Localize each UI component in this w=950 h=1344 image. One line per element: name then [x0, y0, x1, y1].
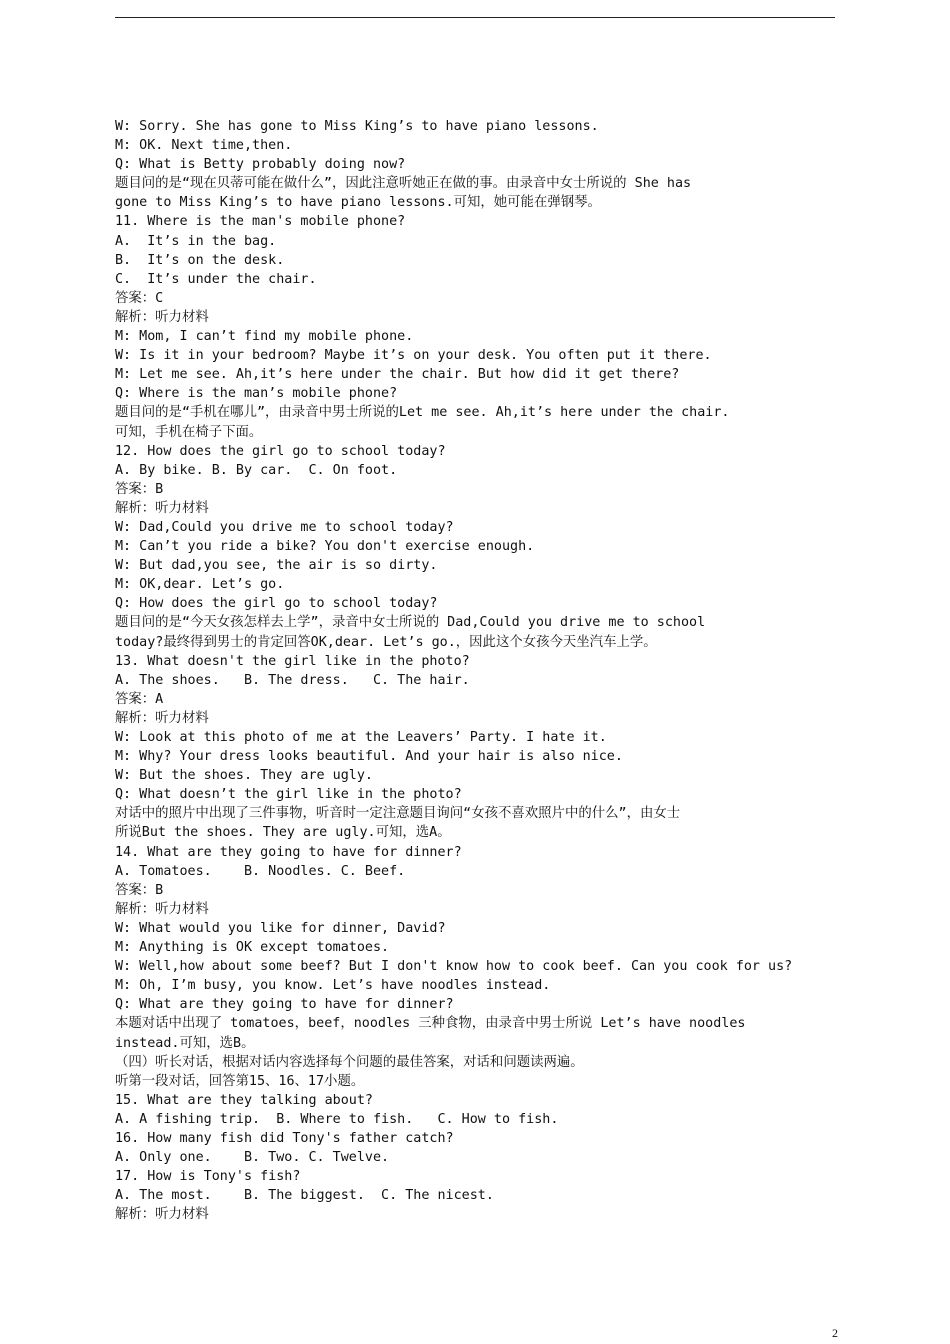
- text-line: W: Well,how about some beef? But I don't know how to cook beef. Can you cook for us?: [115, 959, 793, 975]
- text-line: 17. How is Tony's fish?: [115, 1169, 301, 1185]
- text-line: W: Is it in your bedroom? Maybe it’s on your desk. You often put it there.: [115, 348, 712, 364]
- text-line: M: Let me see. Ah,it’s here under the chair. But how did it get there?: [115, 367, 680, 383]
- text-line: 12. How does the girl go to school today?: [115, 443, 446, 459]
- text-line: A. Tomatoes. B. Noodles. C. Beef.: [115, 863, 406, 879]
- document-body: [115, 117, 837, 1224]
- text-line: 答案：A: [115, 691, 164, 707]
- text-line: Q: How does the girl go to school today?: [115, 596, 438, 612]
- text-line: 解析：听力材料: [115, 500, 209, 516]
- text-line: 答案：B: [115, 481, 164, 497]
- text-line: M: Oh, I’m busy, you know. Let’s have noodles instead.: [115, 978, 551, 994]
- text-line: 答案：C: [115, 290, 164, 306]
- text-line: 解析：听力材料: [115, 710, 209, 726]
- text-line: 解析：听力材料: [115, 309, 209, 325]
- text-line: Q: What are they going to have for dinner?: [115, 997, 454, 1013]
- text-line: 11. Where is the man's mobile phone?: [115, 214, 406, 230]
- text-line: A. It’s in the bag.: [115, 233, 277, 249]
- text-line: A. Only one. B. Two. C. Twelve.: [115, 1150, 390, 1166]
- text-line: 题目问的是“今天女孩怎样去上学”，录音中女士所说的 Dad,Could you drive me to school: [115, 615, 706, 631]
- text-line: W: Look at this photo of me at the Leavers’ Party. I hate it.: [115, 730, 607, 745]
- text-line: today?最终得到男士的肯定回答OK,dear. Let’s go.，因此这个女孩今天坐汽车上学。: [115, 634, 657, 650]
- header-rule: [115, 17, 835, 18]
- text-line: 解析：听力材料: [115, 901, 209, 917]
- text-line: Q: Where is the man’s mobile phone?: [115, 386, 398, 402]
- text-line: 16. How many fish did Tony's father catch?: [115, 1130, 454, 1146]
- text-line: 听第一段对话，回答第15、16、17小题。: [115, 1073, 365, 1089]
- text-line: instead.可知，选B。: [115, 1035, 255, 1051]
- text-line: M: OK,dear. Let’s go.: [115, 577, 285, 593]
- text-line: A. A fishing trip. B. Where to fish. C. How to fish.: [115, 1111, 559, 1127]
- text-line: W: What would you like for dinner, David?: [115, 920, 446, 936]
- text-line: 对话中的照片中出现了三件事物，听音时一定注意题目询问“女孩不喜欢照片中的什么”，由女士: [115, 806, 681, 822]
- text-line: C. It’s under the chair.: [115, 271, 317, 287]
- text-line: W: Dad,Could you drive me to school today?: [115, 519, 454, 535]
- text-line: M: Why? Your dress looks beautiful. And your hair is also nice.: [115, 749, 623, 765]
- text-line: 本题对话中出现了 tomatoes，beef，noodles 三种食物，由录音中男士所说 Let’s have noodles: [115, 1016, 746, 1032]
- text-line: 题目问的是“手机在哪儿”，由录音中男士所说的Let me see. Ah,it’s here under the chair.: [115, 405, 730, 421]
- text-line: 13. What doesn't the girl like in the photo?: [115, 653, 470, 669]
- text-line: A. By bike. B. By car. C. On foot.: [115, 462, 398, 478]
- text-line: W: But dad,you see, the air is so dirty.: [115, 558, 438, 574]
- text-line: 所说But the shoes. They are ugly.可知，选A。: [115, 825, 451, 841]
- text-line: B. It’s on the desk.: [115, 252, 285, 268]
- text-line: gone to Miss King’s to have piano lessons.可知，她可能在弹钢琴。: [115, 195, 601, 211]
- text-line: 可知，手机在椅子下面。: [115, 424, 263, 440]
- text-line: M: Can’t you ride a bike? You don't exercise enough.: [115, 539, 535, 555]
- text-line: M: Mom, I can’t find my mobile phone.: [115, 329, 414, 345]
- text-line: 解析：听力材料: [115, 1207, 209, 1223]
- text-line: M: OK. Next time,then.: [115, 138, 293, 154]
- text-line: Q: What is Betty probably doing now?: [115, 157, 406, 173]
- text-line: Q: What doesn’t the girl like in the photo?: [115, 787, 462, 803]
- text-line: M: Anything is OK except tomatoes.: [115, 940, 390, 956]
- text-line: W: Sorry. She has gone to Miss King’s to have piano lessons.: [115, 119, 599, 134]
- text-line: 15. What are they talking about?: [115, 1092, 373, 1108]
- text-line: 答案：B: [115, 882, 164, 898]
- text-line: 14. What are they going to have for dinner?: [115, 844, 462, 860]
- text-line: A. The shoes. B. The dress. C. The hair.: [115, 672, 470, 688]
- text-line: 题目问的是“现在贝蒂可能在做什么”，因此注意听她正在做的事。由录音中女士所说的 She has: [115, 176, 692, 192]
- text-line: （四）听长对话，根据对话内容选择每个问题的最佳答案，对话和问题读两遍。: [115, 1054, 584, 1070]
- text-line: W: But the shoes. They are ugly.: [115, 768, 373, 784]
- text-line: A. The most. B. The biggest. C. The nicest.: [115, 1188, 494, 1204]
- page-number: 2: [832, 1326, 838, 1340]
